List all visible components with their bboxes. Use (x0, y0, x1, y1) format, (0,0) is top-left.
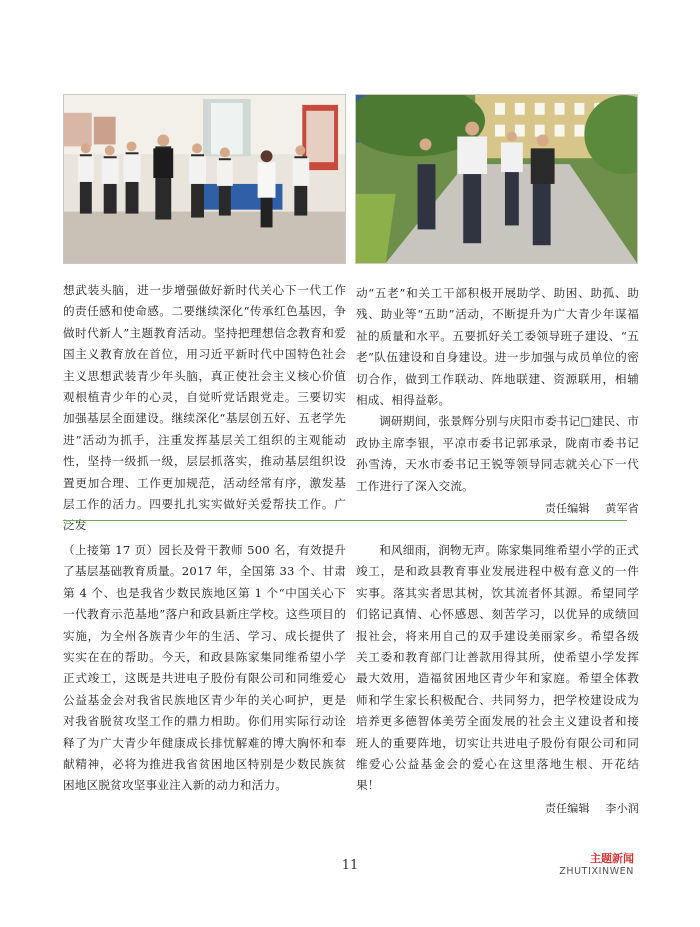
article-top-left-column (63, 280, 346, 537)
article-bottom-right-column (356, 540, 639, 819)
article-paragraph: （上接第 17 页）园长及骨干教师 500 名，有效提升了基层基础教育质量。2017 年，全国第 33 个、甘肃第 4 个、也是我省少数民族地区第 1 个“中国关心下一代教育示范基地”落户和政县新庄学校。这些项目的实施，为全州各族青少年的生活、学习、成长提供了实实在在的帮助。今天，和政县陈家集同维希望小学正式竣工，这既是共进电子股份有限公司和同维爱心公益基金会对我省民族地区青少年的关心呵护，更是对我省脱贫攻坚工作的鼎力相助。你们用实际行动诠释了为广大青少年健康成长排忧解难的博大胸怀和奉献精神，必将为推进我省贫困地区特别是少数民族贫困地区脱贫攻坚事业注入新的动力和活力。 (63, 543, 346, 793)
article-paragraph: 动“五老”和关工干部积极开展助学、助困、助孤、助残、助业等“五助”活动，不断提升为广大青少年谋福祉的质量和水平。五要抓好关工委领导班子建设、“五老”队伍建设和自身建设。进一步加强与成员单位的密切合作，做到工作联动、阵地联建、资源联用，相辅相成、相得益彰。 (356, 286, 639, 408)
article-paragraph: 和风细雨，润物无声。陈家集同维希望小学的正式竣工，是和政县教育事业发展进程中极有意义的一件实事。落其实者思其树，饮其流者怀其源。希望同学们铭记真情、心怀感恩、刻苦学习，以优异的成绩回报社会，将来用自己的双手建设美丽家乡。希望各级关工委和教育部门让善款用得其所，使希望小学发挥最大效用，造福贫困地区青少年和家庭。希望全体教师和学生家长积极配合、共同努力，把学校建设成为培养更多德智体美劳全面发展的社会主义建设者和接班人的重要阵地，切实让共进电子股份有限公司和同维爱心公益基金会的爱心在这里落地生根、开花结果！ (356, 543, 639, 793)
photo-outdoor-walk (355, 94, 638, 264)
photo-indoor-meeting (63, 94, 346, 264)
magazine-section-pinyin: ZHUTIXINWEN (559, 866, 634, 877)
page-number: 11 (341, 858, 359, 873)
article-top-right-column (356, 283, 639, 519)
editor-label: 责任编辑 (544, 502, 590, 516)
photo-indoor-meeting-image (64, 95, 345, 263)
article-paragraph: 调研期间，张景辉分别与庆阳市委书记□建民、市政协主席李银，平凉市委书记郭承录，陇南市委书记孙雪涛，天水市委书记王锐等领导同志就关心下一代工作进行了深入交流。 (356, 414, 639, 493)
editor-label: 责任编辑 (544, 801, 590, 815)
section-divider (63, 520, 627, 521)
editor-name: 黄军省 (605, 502, 639, 516)
editor-name: 李小润 (605, 801, 639, 815)
editor-credit (356, 498, 639, 519)
magazine-section-mark (559, 852, 634, 878)
magazine-section-title: 主题新闻 (590, 852, 634, 865)
article-bottom-left-column (63, 540, 346, 797)
article-paragraph: 想武装头脑，进一步增强做好新时代关心下一代工作的责任感和使命感。二要继续深化“传承红色基因，争做时代新人”主题教育活动。坚持把理想信念教育和爱国主义教育放在首位，用习近平新时代中国特色社会主义思想武装青少年头脑，真正使社会主义核心价值观根植青少年的心灵，自觉听党话跟党走。三要切实加强基层全面建设。继续深化“基层创五好、五老学先进”活动为抓手，注重发挥基层关工组织的主观能动性，坚持一级抓一级，层层抓落实，推动基层组织设置更加合理、工作更加规范，活动经常有序，激发基层工作的活力。四要扎扎实实做好关爱帮扶工作。广泛发 (63, 283, 346, 533)
editor-credit (356, 798, 639, 819)
photo-outdoor-walk-image (356, 95, 637, 263)
